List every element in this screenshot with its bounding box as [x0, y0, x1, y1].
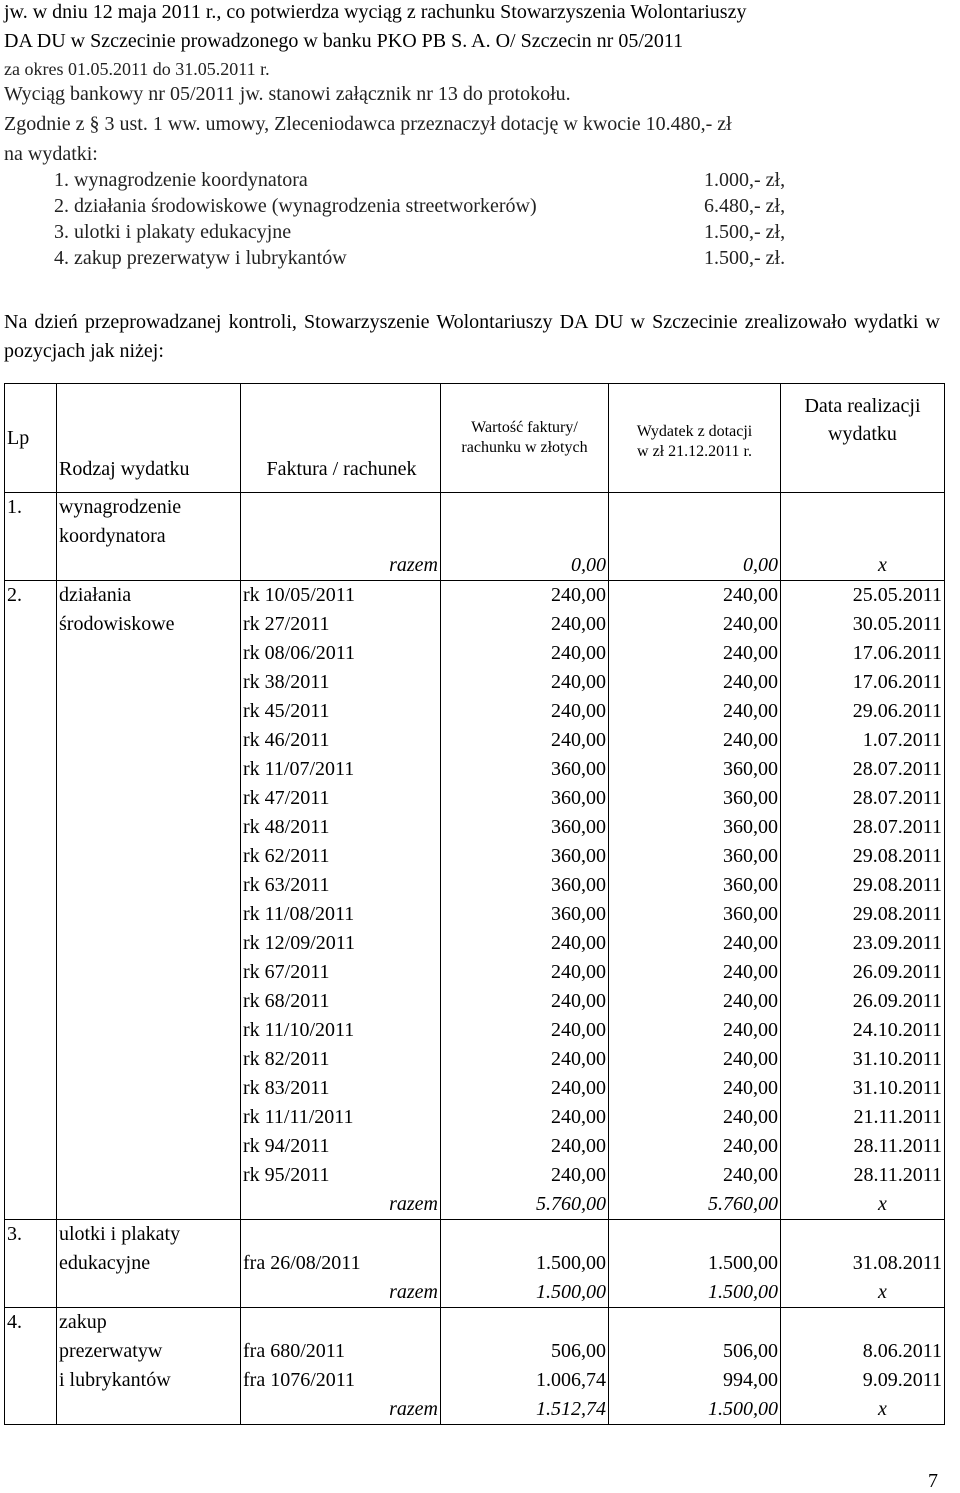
razem-data: x: [781, 1190, 945, 1220]
wartosc-cell: [441, 493, 609, 523]
table-row: [5, 581, 945, 611]
faktura-cell: fra 26/08/2011: [241, 1249, 441, 1278]
wydatek-cell: [609, 522, 781, 551]
lp-cell: 3.: [5, 1220, 57, 1250]
lp-cell: [5, 1366, 57, 1395]
data-cell: 29.08.2011: [781, 871, 945, 900]
data-cell: 29.08.2011: [781, 842, 945, 871]
table-row: [5, 522, 945, 551]
budget-label: 1. wynagrodzenie koordynatora: [54, 169, 308, 191]
wartosc-cell: 240,00: [441, 581, 609, 611]
table-row: [5, 1220, 945, 1250]
razem-wartosc: 1.512,74: [441, 1395, 609, 1425]
wydatek-cell: 994,00: [609, 1366, 781, 1395]
faktura-cell: rk 11/08/2011: [241, 900, 441, 929]
intro-line-5: Zgodnie z § 3 ust. 1 ww. umowy, Zleceniodawca przeznaczył dotację w kwocie 10.480,- zł: [4, 113, 732, 135]
wydatek-cell: 1.500,00: [609, 1249, 781, 1278]
wartosc-cell: 240,00: [441, 1074, 609, 1103]
budget-item: [54, 245, 854, 271]
table-row: [5, 900, 945, 929]
lp-cell: [5, 610, 57, 639]
rodzaj-cell: zakup: [57, 1308, 241, 1338]
data-cell: 17.06.2011: [781, 639, 945, 668]
lp-cell: [5, 958, 57, 987]
rodzaj-cell: [57, 551, 241, 581]
wydatek-cell: 240,00: [609, 1045, 781, 1074]
budget-label: 3. ulotki i plakaty edukacyjne: [54, 221, 292, 243]
wydatek-cell: 240,00: [609, 958, 781, 987]
wartosc-cell: 240,00: [441, 987, 609, 1016]
data-cell: 28.07.2011: [781, 813, 945, 842]
wartosc-cell: 360,00: [441, 900, 609, 929]
wartosc-cell: 360,00: [441, 813, 609, 842]
data-cell: [781, 493, 945, 523]
wydatek-cell: 240,00: [609, 929, 781, 958]
wartosc-cell: 1.006,74: [441, 1366, 609, 1395]
lp-cell: [5, 1103, 57, 1132]
lp-cell: [5, 871, 57, 900]
wartosc-cell: 240,00: [441, 1132, 609, 1161]
razem-wartosc: 0,00: [441, 551, 609, 581]
lp-cell: [5, 726, 57, 755]
rodzaj-cell: ulotki i plakaty: [57, 1220, 241, 1250]
lp-cell: [5, 668, 57, 697]
control-paragraph: Na dzień przeprowadzanej kontroli, Stowarzyszenie Wolontariuszy DA DU w Szczecinie zrealizowało wydatki w pozycjach jak niżej:: [4, 311, 940, 362]
wydatek-cell: 360,00: [609, 784, 781, 813]
razem-row: [5, 1395, 945, 1425]
wydatek-cell: 240,00: [609, 987, 781, 1016]
wydatek-cell: [609, 1308, 781, 1338]
wartosc-cell: [441, 1220, 609, 1250]
budget-amount: 6.480,- zł,: [704, 195, 786, 217]
rodzaj-cell: [57, 755, 241, 784]
header-wydatek: Wydatek z dotacji w zł 21.12.2011 r.: [609, 384, 781, 493]
lp-cell: [5, 1278, 57, 1308]
razem-wydatek: 1.500,00: [609, 1395, 781, 1425]
rodzaj-cell: [57, 900, 241, 929]
rodzaj-cell: [57, 987, 241, 1016]
lp-cell: 1.: [5, 493, 57, 523]
wartosc-cell: 240,00: [441, 726, 609, 755]
table-row: [5, 1045, 945, 1074]
wydatek-cell: 240,00: [609, 726, 781, 755]
wydatek-cell: 506,00: [609, 1337, 781, 1366]
wartosc-cell: 360,00: [441, 784, 609, 813]
header-lp: Lp: [5, 384, 57, 493]
lp-cell: [5, 522, 57, 551]
table-row: [5, 987, 945, 1016]
wartosc-cell: [441, 522, 609, 551]
data-cell: 31.10.2011: [781, 1045, 945, 1074]
lp-cell: [5, 697, 57, 726]
wydatek-cell: 240,00: [609, 697, 781, 726]
wartosc-cell: [441, 1308, 609, 1338]
data-cell: [781, 1220, 945, 1250]
razem-wartosc: 5.760,00: [441, 1190, 609, 1220]
faktura-cell: rk 11/07/2011: [241, 755, 441, 784]
razem-label: razem: [241, 1190, 441, 1220]
rodzaj-cell: działania: [57, 581, 241, 611]
data-cell: 26.09.2011: [781, 987, 945, 1016]
lp-cell: [5, 551, 57, 581]
data-cell: [781, 1308, 945, 1338]
table-row: [5, 639, 945, 668]
table-row: [5, 610, 945, 639]
razem-data: x: [781, 1395, 945, 1425]
intro-line-1: jw. w dniu 12 maja 2011 r., co potwierdza wyciąg z rachunku Stowarzyszenia Wolontariuszy: [4, 1, 747, 23]
wartosc-cell: 506,00: [441, 1337, 609, 1366]
table-row: [5, 1074, 945, 1103]
wydatek-cell: 360,00: [609, 900, 781, 929]
wydatek-cell: 240,00: [609, 1074, 781, 1103]
data-cell: 31.08.2011: [781, 1249, 945, 1278]
faktura-cell: rk 11/11/2011: [241, 1103, 441, 1132]
table-row: [5, 1132, 945, 1161]
faktura-cell: rk 67/2011: [241, 958, 441, 987]
faktura-cell: fra 680/2011: [241, 1337, 441, 1366]
budget-item: [54, 219, 854, 245]
data-cell: 28.07.2011: [781, 784, 945, 813]
data-cell: 17.06.2011: [781, 668, 945, 697]
budget-amount: 1.500,- zł.: [704, 247, 786, 269]
page-number: 7: [928, 1470, 938, 1492]
rodzaj-cell: [57, 1016, 241, 1045]
table-row: [5, 755, 945, 784]
wartosc-cell: 240,00: [441, 668, 609, 697]
faktura-cell: rk 46/2011: [241, 726, 441, 755]
header-faktura: Faktura / rachunek: [241, 384, 441, 493]
lp-cell: [5, 755, 57, 784]
rodzaj-cell: [57, 871, 241, 900]
lp-cell: [5, 987, 57, 1016]
faktura-cell: rk 45/2011: [241, 697, 441, 726]
wydatek-cell: 360,00: [609, 813, 781, 842]
razem-row: [5, 551, 945, 581]
table-row: [5, 1103, 945, 1132]
wartosc-cell: 240,00: [441, 1016, 609, 1045]
razem-wartosc: 1.500,00: [441, 1278, 609, 1308]
wartosc-cell: 360,00: [441, 842, 609, 871]
rodzaj-cell: [57, 1161, 241, 1190]
data-cell: 24.10.2011: [781, 1016, 945, 1045]
expenses-body: [5, 493, 945, 1425]
razem-wydatek: 0,00: [609, 551, 781, 581]
lp-cell: [5, 1045, 57, 1074]
faktura-cell: rk 27/2011: [241, 610, 441, 639]
faktura-cell: rk 08/06/2011: [241, 639, 441, 668]
lp-cell: [5, 1395, 57, 1425]
faktura-cell: rk 47/2011: [241, 784, 441, 813]
faktura-cell: rk 62/2011: [241, 842, 441, 871]
rodzaj-cell: edukacyjne: [57, 1249, 241, 1278]
faktura-cell: rk 94/2011: [241, 1132, 441, 1161]
wydatek-cell: 240,00: [609, 639, 781, 668]
budget-label: 4. zakup prezerwatyw i lubrykantów: [54, 247, 347, 269]
table-row: [5, 929, 945, 958]
data-cell: 8.06.2011: [781, 1337, 945, 1366]
lp-cell: [5, 1016, 57, 1045]
wydatek-cell: 240,00: [609, 581, 781, 611]
header-data: Data realizacji wydatku: [781, 384, 945, 493]
razem-row: [5, 1278, 945, 1308]
faktura-cell: [241, 493, 441, 523]
wartosc-cell: 240,00: [441, 1103, 609, 1132]
rodzaj-cell: [57, 1074, 241, 1103]
rodzaj-cell: wynagrodzenie: [57, 493, 241, 523]
faktura-cell: fra 1076/2011: [241, 1366, 441, 1395]
data-cell: 1.07.2011: [781, 726, 945, 755]
lp-cell: [5, 784, 57, 813]
lp-cell: [5, 929, 57, 958]
lp-cell: [5, 1074, 57, 1103]
razem-label: razem: [241, 1395, 441, 1425]
wydatek-cell: 240,00: [609, 1132, 781, 1161]
table-row: [5, 1308, 945, 1338]
wartosc-cell: 240,00: [441, 958, 609, 987]
rodzaj-cell: [57, 813, 241, 842]
faktura-cell: rk 38/2011: [241, 668, 441, 697]
rodzaj-cell: [57, 1278, 241, 1308]
rodzaj-cell: [57, 1395, 241, 1425]
faktura-cell: rk 83/2011: [241, 1074, 441, 1103]
intro-line-3: za okres 01.05.2011 do 31.05.2011 r.: [4, 59, 270, 79]
table-row: [5, 871, 945, 900]
lp-cell: [5, 813, 57, 842]
wydatek-cell: [609, 1220, 781, 1250]
faktura-cell: rk 11/10/2011: [241, 1016, 441, 1045]
table-row: [5, 726, 945, 755]
rodzaj-cell: [57, 842, 241, 871]
rodzaj-cell: [57, 1132, 241, 1161]
razem-wydatek: 1.500,00: [609, 1278, 781, 1308]
budget-item: [54, 167, 854, 193]
table-row: [5, 697, 945, 726]
faktura-cell: [241, 1308, 441, 1338]
data-cell: 26.09.2011: [781, 958, 945, 987]
wydatek-cell: 360,00: [609, 842, 781, 871]
wydatek-cell: [609, 493, 781, 523]
faktura-cell: rk 48/2011: [241, 813, 441, 842]
rodzaj-cell: i lubrykantów: [57, 1366, 241, 1395]
table-row: [5, 1161, 945, 1190]
table-row: [5, 1337, 945, 1366]
wartosc-cell: 240,00: [441, 1161, 609, 1190]
wydatek-cell: 240,00: [609, 1161, 781, 1190]
faktura-cell: [241, 522, 441, 551]
table-row: [5, 958, 945, 987]
lp-cell: [5, 900, 57, 929]
lp-cell: [5, 1190, 57, 1220]
intro-line-4: Wyciąg bankowy nr 05/2011 jw. stanowi załącznik nr 13 do protokołu.: [4, 83, 571, 105]
data-cell: 29.08.2011: [781, 900, 945, 929]
rodzaj-cell: [57, 929, 241, 958]
data-cell: 9.09.2011: [781, 1366, 945, 1395]
wydatek-cell: 240,00: [609, 1016, 781, 1045]
faktura-cell: rk 10/05/2011: [241, 581, 441, 611]
razem-label: razem: [241, 1278, 441, 1308]
wartosc-cell: 240,00: [441, 929, 609, 958]
intro-line-2: DA DU w Szczecinie prowadzonego w banku PKO PB S. A. O/ Szczecin nr 05/2011: [4, 30, 684, 52]
data-cell: 25.05.2011: [781, 581, 945, 611]
faktura-cell: rk 12/09/2011: [241, 929, 441, 958]
rodzaj-cell: prezerwatyw: [57, 1337, 241, 1366]
budget-label: 2. działania środowiskowe (wynagrodzenia streetworkerów): [54, 195, 537, 217]
table-row: [5, 1249, 945, 1278]
data-cell: 23.09.2011: [781, 929, 945, 958]
wartosc-cell: 240,00: [441, 1045, 609, 1074]
wartosc-cell: 1.500,00: [441, 1249, 609, 1278]
table-row: [5, 493, 945, 523]
razem-row: [5, 1190, 945, 1220]
expenses-table: [4, 383, 945, 1425]
budget-amount: 1.000,- zł,: [704, 169, 786, 191]
data-cell: 29.06.2011: [781, 697, 945, 726]
rodzaj-cell: koordynatora: [57, 522, 241, 551]
wydatek-cell: 360,00: [609, 755, 781, 784]
wartosc-cell: 360,00: [441, 871, 609, 900]
lp-cell: [5, 639, 57, 668]
table-row: [5, 842, 945, 871]
lp-cell: 4.: [5, 1308, 57, 1338]
faktura-cell: rk 95/2011: [241, 1161, 441, 1190]
rodzaj-cell: [57, 958, 241, 987]
wartosc-cell: 240,00: [441, 610, 609, 639]
faktura-cell: rk 82/2011: [241, 1045, 441, 1074]
rodzaj-cell: [57, 726, 241, 755]
wydatek-cell: 240,00: [609, 610, 781, 639]
rodzaj-cell: [57, 1045, 241, 1074]
budget-item: [54, 193, 854, 219]
budget-list: [54, 167, 854, 271]
rodzaj-cell: [57, 697, 241, 726]
razem-label: razem: [241, 551, 441, 581]
intro-line-6: na wydatki:: [4, 143, 98, 165]
rodzaj-cell: środowiskowe: [57, 610, 241, 639]
faktura-cell: [241, 1220, 441, 1250]
data-cell: [781, 522, 945, 551]
table-row: [5, 668, 945, 697]
wydatek-cell: 240,00: [609, 1103, 781, 1132]
table-row: [5, 1016, 945, 1045]
data-cell: 28.07.2011: [781, 755, 945, 784]
header-rodzaj: Rodzaj wydatku: [57, 384, 241, 493]
lp-cell: 2.: [5, 581, 57, 611]
data-cell: 28.11.2011: [781, 1161, 945, 1190]
budget-amount: 1.500,- zł,: [704, 221, 786, 243]
data-cell: 30.05.2011: [781, 610, 945, 639]
rodzaj-cell: [57, 1103, 241, 1132]
data-cell: 28.11.2011: [781, 1132, 945, 1161]
razem-data: x: [781, 1278, 945, 1308]
lp-cell: [5, 1337, 57, 1366]
wartosc-cell: 240,00: [441, 697, 609, 726]
data-cell: 31.10.2011: [781, 1074, 945, 1103]
lp-cell: [5, 842, 57, 871]
wydatek-cell: 360,00: [609, 871, 781, 900]
rodzaj-cell: [57, 784, 241, 813]
lp-cell: [5, 1132, 57, 1161]
table-row: [5, 784, 945, 813]
razem-data: x: [781, 551, 945, 581]
header-wartosc: Wartość faktury/ rachunku w złotych: [441, 384, 609, 493]
table-row: [5, 1366, 945, 1395]
rodzaj-cell: [57, 639, 241, 668]
faktura-cell: rk 68/2011: [241, 987, 441, 1016]
rodzaj-cell: [57, 668, 241, 697]
wartosc-cell: 360,00: [441, 755, 609, 784]
rodzaj-cell: [57, 1190, 241, 1220]
lp-cell: [5, 1161, 57, 1190]
wartosc-cell: 240,00: [441, 639, 609, 668]
table-row: [5, 813, 945, 842]
wydatek-cell: 240,00: [609, 668, 781, 697]
faktura-cell: rk 63/2011: [241, 871, 441, 900]
data-cell: 21.11.2011: [781, 1103, 945, 1132]
razem-wydatek: 5.760,00: [609, 1190, 781, 1220]
lp-cell: [5, 1249, 57, 1278]
